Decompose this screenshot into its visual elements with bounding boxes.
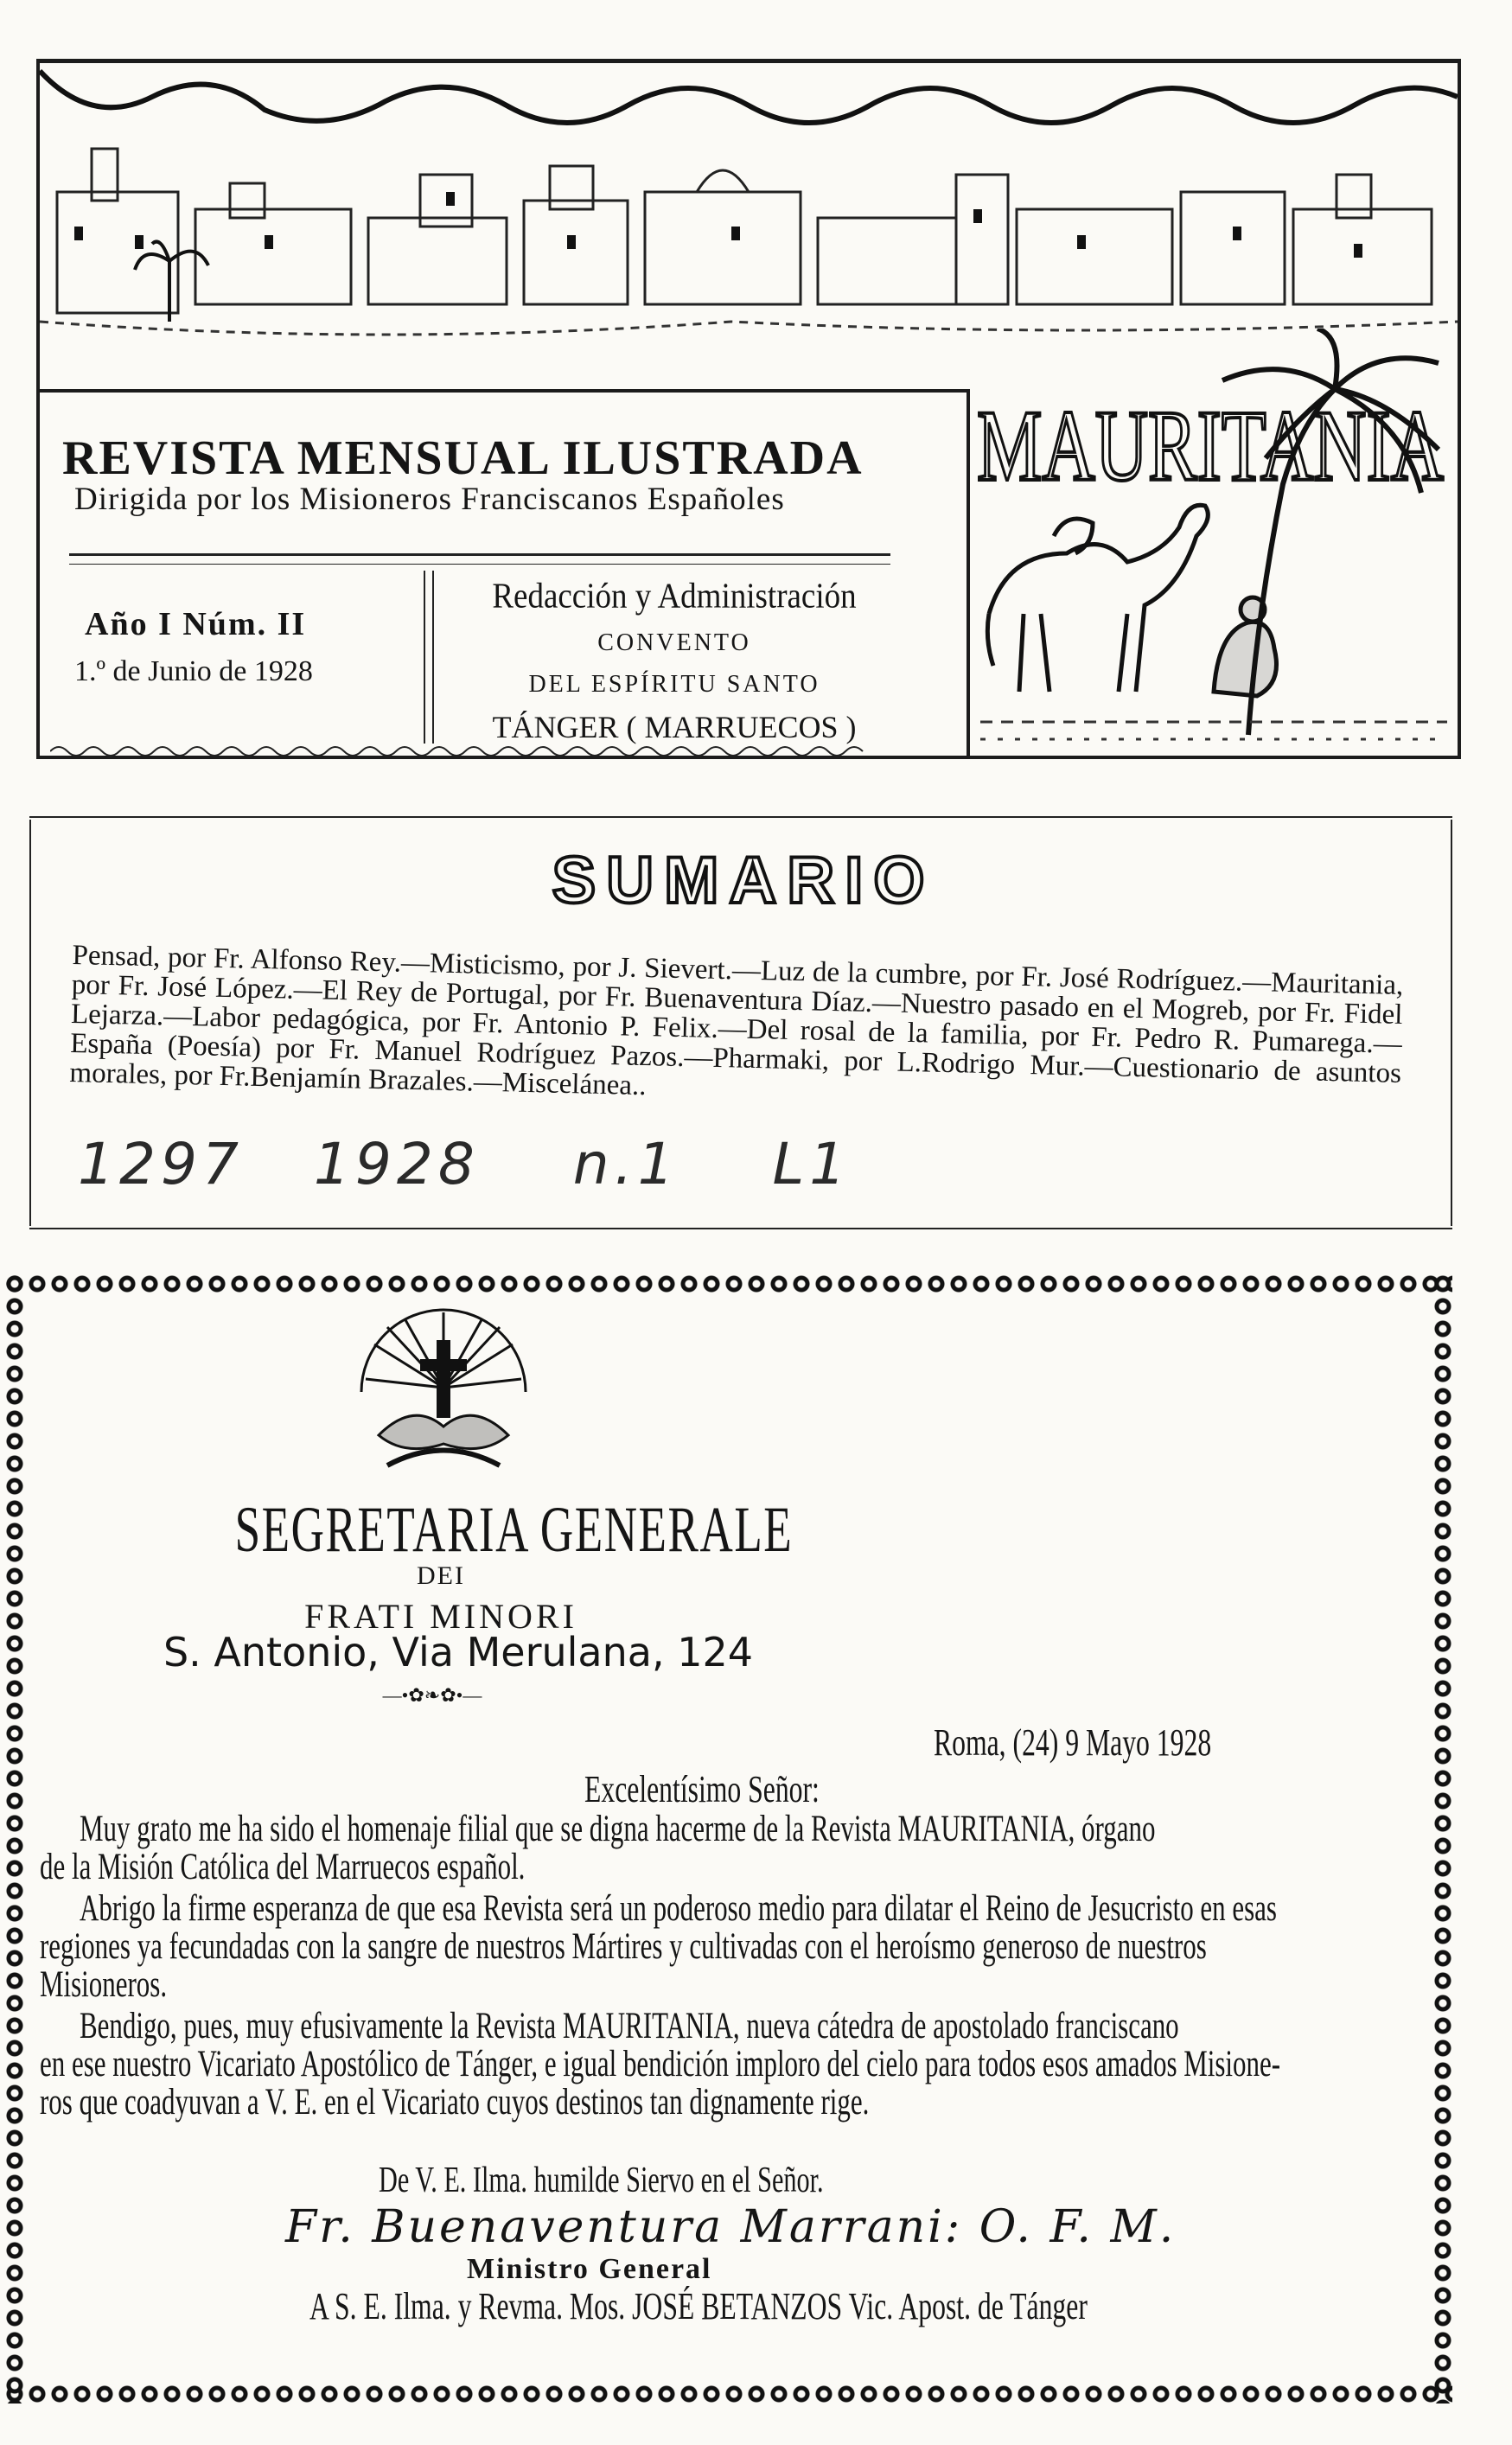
mauritania-logo-illustration bbox=[972, 329, 1458, 756]
double-rule bbox=[69, 553, 890, 556]
letter-line: ros que coadyuvan a V. E. en el Vicariato cuyos destinos tan dignamente rige. bbox=[40, 2082, 870, 2123]
letter-line: Abrigo la firme esperanza de que esa Revista será un poderoso medio para dilatar el Reino de Jesucristo en esas bbox=[80, 1888, 1277, 1929]
letter-line: Bendigo, pues, muy efusivamente la Revista MAURITANIA, nueva cátedra de apostolado franciscano bbox=[80, 2006, 1179, 2046]
beaded-border bbox=[5, 1274, 1452, 1293]
letter-salutation: Excelentísimo Señor: bbox=[584, 1768, 820, 1810]
wavy-rule bbox=[50, 742, 871, 761]
letterhead-subtitle: DEI bbox=[417, 1561, 465, 1590]
beaded-border bbox=[1433, 1274, 1452, 2404]
column-divider bbox=[424, 571, 425, 744]
column-divider bbox=[432, 571, 434, 744]
issue-date: 1.º de Junio de 1928 bbox=[74, 655, 313, 687]
office-line: CONVENTO bbox=[597, 629, 751, 656]
table-of-contents: Pensad, por Fr. Alfonso Rey.—Misticismo, por J. Sievert.—Luz de la cumbre, por Fr. José Rodríguez.—Mauritania, por Fr. José López.—El Rey de Portugal, por Fr. Buenaventura Díaz.—Nuestro pasado en el Mogreb, por Fr. Fidel Lejarza.—Labor pedagógica, por Fr. Antonio P. Felix.—Del rosal de la familia, por Fr. Pedro R. Pumarega.—España (Poesía) por Fr. Manuel Rodríguez Pazos.—Pharmaki, por L.Rodrigo Mur.—Cuestionario de asuntos morales, por Fr.Benjamín Brazales.—Miscelánea.. bbox=[69, 940, 1404, 1102]
letter-line: Misioneros. bbox=[40, 1964, 168, 2005]
beaded-border bbox=[5, 1274, 24, 2404]
svg-text:MAURITANIA: MAURITANIA bbox=[977, 389, 1444, 502]
addressee: A S. E. Ilma. y Revma. Mos. JOSÉ BETANZOS Vic. Apost. de Tánger bbox=[309, 2285, 1088, 2327]
sumario-title: SUMARIO bbox=[552, 844, 935, 917]
franciscan-seal-icon bbox=[353, 1305, 534, 1478]
handwritten-catalog-note: 1297 1928 n.1 L1 bbox=[78, 1131, 852, 1197]
title-divider bbox=[36, 389, 970, 393]
letter-line: en ese nuestro Vicariato Apostólico de Tánger, e igual bendición imploro del cielo para todos esos amados Misione- bbox=[40, 2044, 1281, 2084]
letter-line: regiones ya fecundadas con la sangre de nuestros Mártires y cultivadas con el heroísmo generoso de nuestros bbox=[40, 1926, 1207, 1967]
signature: Fr. Buenaventura Marrani: O. F. M. bbox=[285, 2201, 1177, 2253]
magazine-subtitle: Dirigida por los Misioneros Franciscanos Españoles bbox=[74, 482, 785, 517]
letter-closing: De V. E. Ilma. humilde Siervo en el Señor. bbox=[379, 2161, 824, 2200]
ornament-divider: —•✿❧✿•— bbox=[382, 1684, 482, 1706]
magazine-title: REVISTA MENSUAL ILUSTRADA bbox=[62, 431, 864, 485]
office-line: DEL ESPÍRITU SANTO bbox=[528, 671, 820, 698]
office-heading: Redacción y Administración bbox=[492, 576, 857, 616]
sumario-rule bbox=[29, 1228, 1452, 1229]
letterhead-order: FRATI MINORI bbox=[304, 1597, 577, 1636]
letter-line: Muy grato me ha sido el homenaje filial que se digna hacerme de la Revista MAURITANIA, órgano bbox=[80, 1809, 1156, 1849]
beaded-border bbox=[5, 2384, 1452, 2404]
sumario-rule bbox=[29, 816, 1452, 818]
issue-number: Año I Núm. II bbox=[85, 606, 307, 642]
letter-date: Roma, (24) 9 Mayo 1928 bbox=[934, 1721, 1212, 1764]
panel-divider bbox=[967, 389, 970, 759]
letterhead-title: SEGRETARIA GENERALE bbox=[234, 1493, 794, 1566]
double-rule bbox=[69, 564, 890, 565]
signer-title: Ministro General bbox=[467, 2253, 712, 2285]
letter-line: de la Misión Católica del Marruecos español. bbox=[40, 1847, 526, 1887]
office-city: TÁNGER ( MARRUECOS ) bbox=[492, 710, 857, 744]
letterhead-address: S. Antonio, Via Merulana, 124 bbox=[163, 1629, 754, 1676]
